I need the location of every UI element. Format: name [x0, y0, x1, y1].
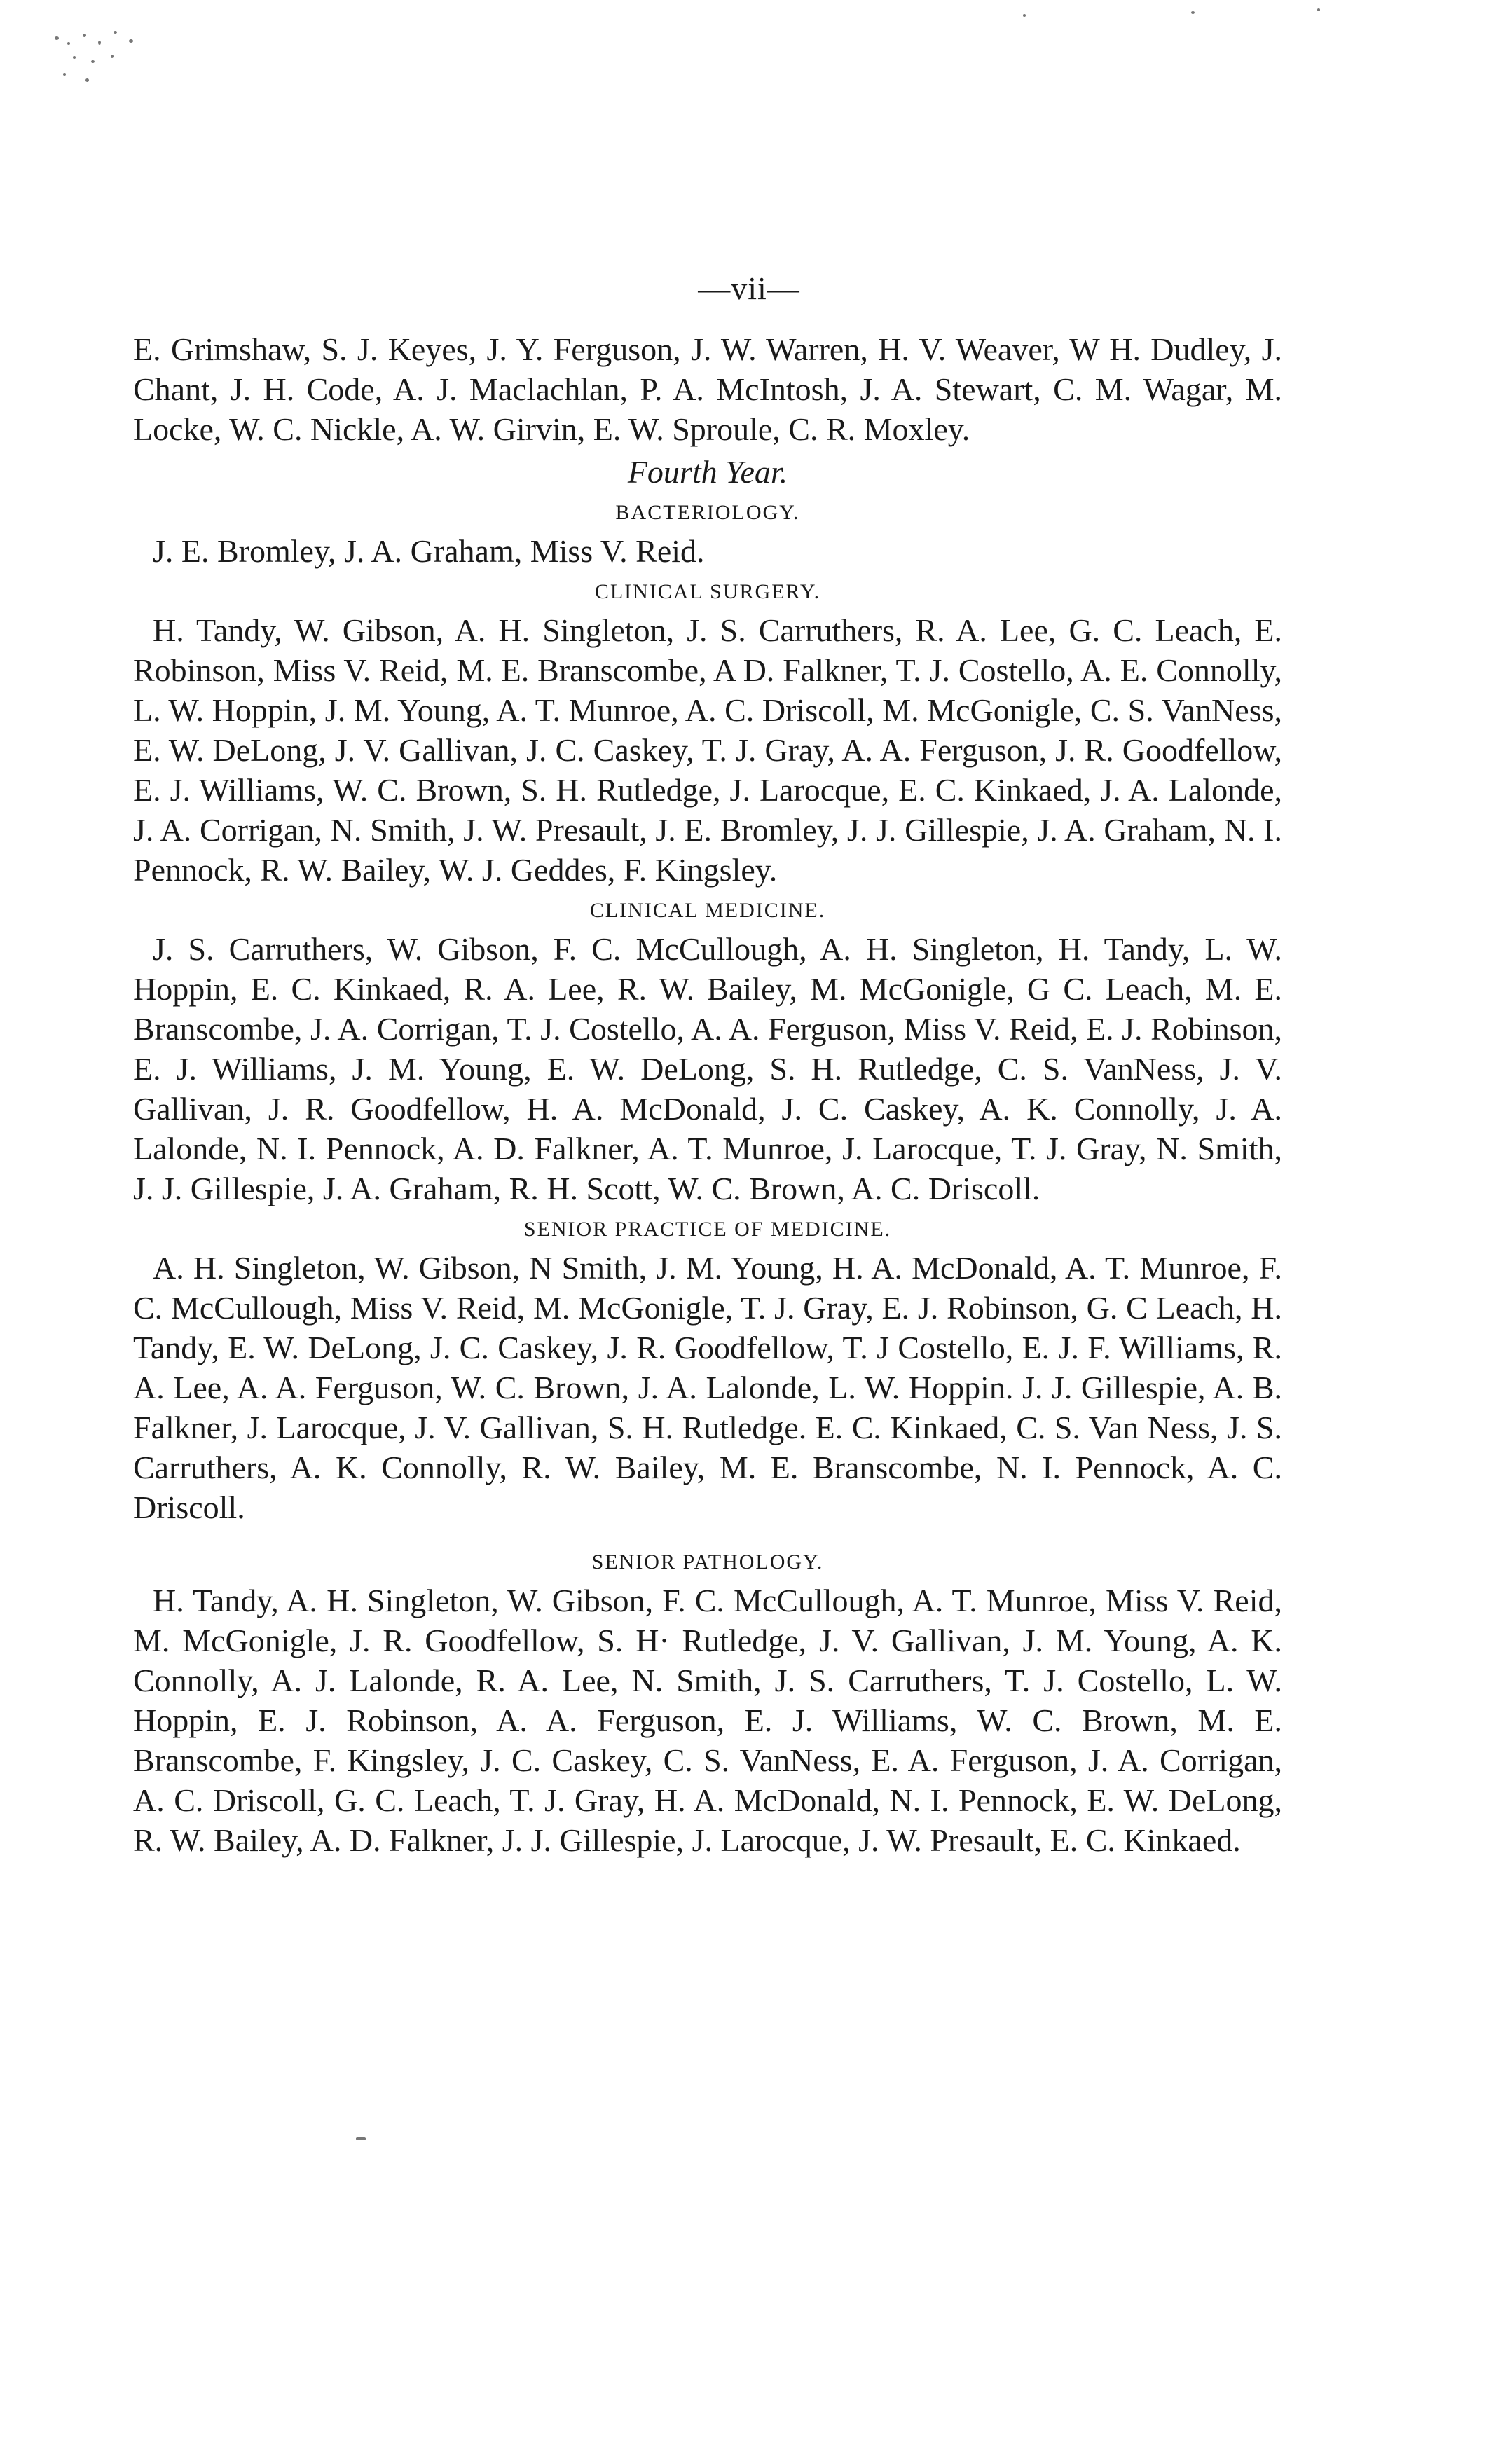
- section-heading-bacteriology: BACTERIOLOGY.: [615, 501, 800, 524]
- section-heading-clinical-medicine: CLINICAL MEDICINE.: [589, 899, 826, 922]
- year-heading: Fourth Year.: [627, 454, 788, 490]
- page-number: —vii—: [698, 270, 800, 306]
- section-names-bacteriology: J. E. Bromley, J. A. Graham, Miss V. Reid.: [153, 533, 705, 569]
- section-names-senior-pathology: H. Tandy, A. H. Singleton, W. Gibson, F. C. McCullough, A. T. Munroe, Miss V. Reid, M. McGonigle, J. R. Goodfellow, S. H· Rutledge, J. V. Gallivan, J. M. Young, A. K. Connolly, A. J. Lalonde, R. A. Lee, N. Smith, J. S. Carruthers, T. J. Costello, L. W. Hoppin, E. J. Robinson, A. A. Ferguson, E. J. Williams, W. C. Brown, M. E. Branscombe, F. Kingsley, J. C. Caskey, C. S. VanNess, E. A. Ferguson, J. A. Corrigan, A. C. Driscoll, G. C. Leach, T. J. Gray, H. A. McDonald, N. I. Pennock, E. W. DeLong, R. W. Bailey, A. D. Falkner, J. J. Gillespie, J. Larocque, J. W. Presault, E. C. Kinkaed.: [133, 1583, 1282, 1858]
- section-heading-clinical-surgery: CLINICAL SURGERY.: [594, 580, 821, 603]
- section-heading-senior-pathology: SENIOR PATHOLOGY.: [591, 1550, 824, 1574]
- section-names-clinical-surgery: H. Tandy, W. Gibson, A. H. Singleton, J. S. Carruthers, R. A. Lee, G. C. Leach, E. Robinson, Miss V. Reid, M. E. Branscombe, A D. Falkner, T. J. Costello, A. E. Connolly, L. W. Hoppin, J. M. Young, A. T. Munroe, A. C. Driscoll, M. McGonigle, C. S. VanNess, E. W. DeLong, J. V. Gallivan, J. C. Caskey, T. J. Gray, A. A. Ferguson, J. R. Goodfellow, E. J. Williams, W. C. Brown, S. H. Rutledge, J. Larocque, E. C. Kinkaed, J. A. Lalonde, J. A. Corrigan, N. Smith, J. W. Presault, J. E. Bromley, J. J. Gillespie, J. A. Graham, N. I. Pennock, R. W. Bailey, W. J. Geddes, F. Kingsley.: [133, 612, 1282, 888]
- section-names-clinical-medicine: J. S. Carruthers, W. Gibson, F. C. McCullough, A. H. Singleton, H. Tandy, L. W. Hoppin, E. C. Kinkaed, R. A. Lee, R. W. Bailey, M. McGonigle, G C. Leach, M. E. Branscombe, J. A. Corrigan, T. J. Costello, A. A. Ferguson, Miss V. Reid, E. J. Robinson, E. J. Williams, J. M. Young, E. W. DeLong, S. H. Rutledge, C. S. VanNess, J. V. Gallivan, J. R. Goodfellow, H. A. McDonald, J. C. Caskey, A. K. Connolly, J. A. Lalonde, N. I. Pennock, A. D. Falkner, A. T. Munroe, J. Larocque, T. J. Gray, N. Smith, J. J. Gillespie, J. A. Graham, R. H. Scott, W. C. Brown, A. C. Driscoll.: [133, 931, 1282, 1206]
- continuation-paragraph: E. Grimshaw, S. J. Keyes, J. Y. Ferguson, J. W. Warren, H. V. Weaver, W H. Dudley, J. Chant, J. H. Code, A. J. Maclachlan, P. A. McIntosh, J. A. Stewart, C. M. Wagar, M. Locke, W. C. Nickle, A. W. Girvin, E. W. Sproule, C. R. Moxley.: [133, 331, 1282, 447]
- section-names-senior-practice-of-medicine: A. H. Singleton, W. Gibson, N Smith, J. M. Young, H. A. McDonald, A. T. Munroe, F. C. McCullough, Miss V. Reid, M. McGonigle, T. J. Gray, E. J. Robinson, G. C Leach, H. Tandy, E. W. DeLong, J. C. Caskey, J. R. Goodfellow, T. J Costello, E. J. F. Williams, R. A. Lee, A. A. Ferguson, W. C. Brown, J. A. Lalonde, L. W. Hoppin. J. J. Gillespie, A. B. Falkner, J. Larocque, J. V. Gallivan, S. H. Rutledge. E. C. Kinkaed, C. S. Van Ness, J. S. Carruthers, A. K. Connolly, R. W. Bailey, M. E. Branscombe, N. I. Pennock, A. C. Driscoll.: [133, 1250, 1282, 1525]
- section-heading-senior-practice-of-medicine: SENIOR PRACTICE OF MEDICINE.: [523, 1218, 892, 1241]
- document-body: [133, 329, 1282, 1860]
